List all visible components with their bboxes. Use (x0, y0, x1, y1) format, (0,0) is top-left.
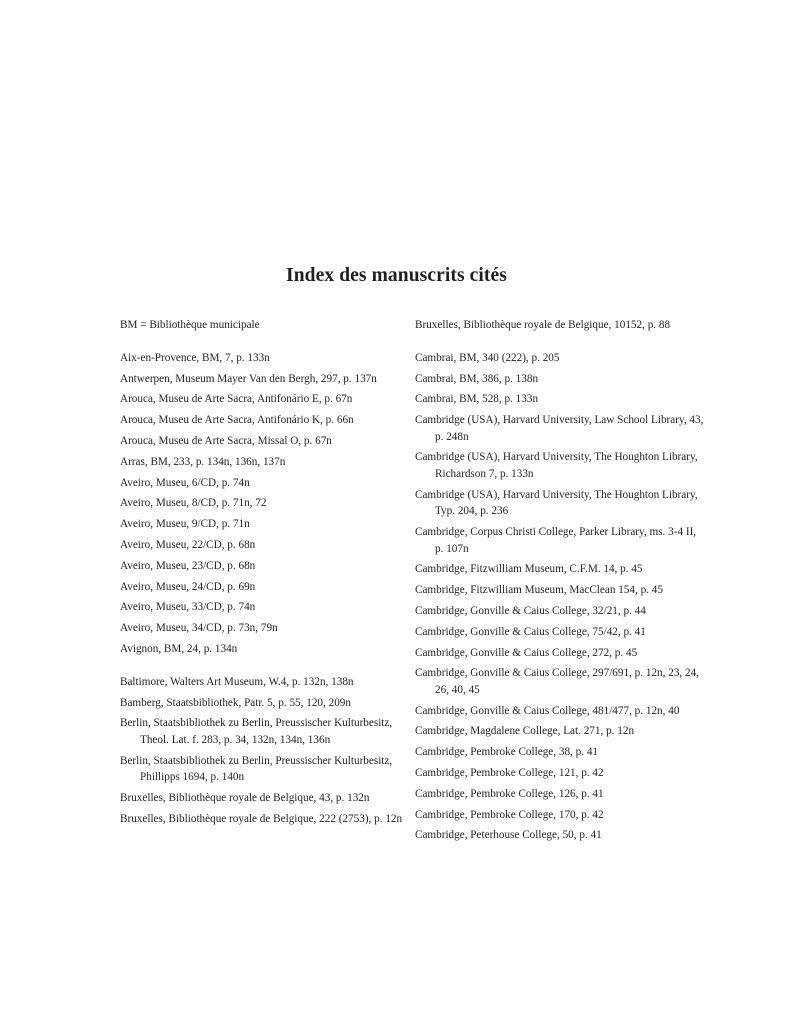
index-entry: Aveiro, Museu, 34/CD, p. 73n, 79n (120, 622, 278, 635)
index-entry: Baltimore, Walters Art Museum, W.4, p. 132n, 138n (120, 675, 354, 688)
index-entry: Cambridge, Pembroke College, 170, p. 42 (415, 808, 604, 821)
index-entry: Antwerpen, Museum Mayer Van den Bergh, 297, p. 137n (120, 372, 377, 385)
index-entry: Arras, BM, 233, p. 134n, 136n, 137n (120, 455, 286, 468)
index-entry: Aveiro, Museu, 22/CD, p. 68n (120, 538, 256, 551)
index-entry: Cambridge, Magdalene College, Lat. 271, p. 12n (415, 725, 635, 738)
index-entry: Aveiro, Museu, 9/CD, p. 71n (120, 518, 250, 531)
index-entry: Cambridge, Pembroke College, 38, p. 41 (415, 746, 599, 759)
index-group-c (415, 350, 705, 844)
index-entry: Bruxelles, Bibliothèque royale de Belgique, 10152, p. 88 (415, 319, 671, 331)
index-entry: Cambridge, Gonville & Caius College, 297/691, p. 12n, 23, 24, 26, 40, 45 (415, 667, 700, 696)
index-entry: Bruxelles, Bibliothèque royale de Belgique, 43, p. 132n (120, 791, 370, 804)
index-entry: Cambridge, Gonville & Caius College, 481/477, p. 12n, 40 (415, 704, 680, 717)
index-entry: Cambridge, Corpus Christi College, Parker Library, ms. 3-4 II, p. 107n (415, 526, 697, 555)
index-entry: Cambridge, Fitzwilliam Museum, MacClean 154, p. 45 (415, 584, 663, 597)
index-entry: Aveiro, Museu, 23/CD, p. 68n (120, 559, 256, 572)
index-entry: Berlin, Staatsbibliothek zu Berlin, Preussischer Kulturbesitz, Theol. Lat. f. 283, p. 34, 132n, 134n, 136n (120, 717, 393, 746)
index-entry: Cambridge (USA), Harvard University, The Houghton Library, Typ. 204, p. 236 (415, 488, 698, 518)
index-entry: Cambridge, Peterhouse College, 50, p. 41 (415, 829, 602, 842)
index-entry: Aix-en-Provence, BM, 7, p. 133n (120, 351, 270, 364)
index-entry: Avignon, BM, 24, p. 134n (120, 642, 238, 655)
right-column (415, 317, 705, 848)
index-entry: Cambridge, Gonville & Caius College, 272, p. 45 (415, 646, 638, 659)
abbreviation-note: BM = Bibliothèque municipale (120, 319, 260, 331)
index-entry: Cambridge, Fitzwilliam Museum, C.F.M. 14, p. 45 (415, 563, 643, 576)
index-entry: Bruxelles, Bibliothèque royale de Belgique, 222 (2753), p. 12n (120, 812, 403, 825)
left-column (120, 317, 405, 832)
index-entry: Cambridge, Gonville & Caius College, 75/42, p. 41 (415, 625, 646, 638)
index-group-a (120, 350, 405, 658)
index-entry: Cambridge, Pembroke College, 121, p. 42 (415, 767, 604, 780)
index-entry: Arouca, Museu de Arte Sacra, Antifonário E, p. 67n (120, 393, 353, 406)
index-entry: Arouca, Museu de Arte Sacra, Missal O, p. 67n (120, 434, 332, 447)
index-entry: Cambridge (USA), Harvard University, Law School Library, 43, p. 248n (415, 414, 704, 443)
index-entry: Aveiro, Museu, 33/CD, p. 74n (120, 601, 256, 614)
index-entry: Cambridge, Pembroke College, 126, p. 41 (415, 787, 604, 800)
index-group-b (120, 674, 405, 827)
index-entry: Aveiro, Museu, 24/CD, p. 69n (120, 580, 256, 593)
index-entry: Aveiro, Museu, 6/CD, p. 74n (120, 476, 250, 489)
index-entry: Cambrai, BM, 386, p. 138n (415, 372, 539, 385)
index-entry: Cambridge, Gonville & Caius College, 32/21, p. 44 (415, 604, 646, 617)
index-entry: Cambridge (USA), Harvard University, The Houghton Library, Richardson 7, p. 133n (415, 451, 698, 480)
index-entry: Cambrai, BM, 340 (222), p. 205 (415, 351, 560, 364)
index-entry: Arouca, Museu de Arte Sacra, Antifonário K, p. 66n (120, 414, 354, 427)
page-title: Index des manuscrits cités (286, 265, 507, 286)
index-entry: Aveiro, Museu, 8/CD, p. 71n, 72 (120, 497, 267, 510)
index-entry: Bamberg, Staatsbibliothek, Patr. 5, p. 55, 120, 209n (120, 696, 351, 709)
index-entry: Cambrai, BM, 528, p. 133n (415, 393, 539, 406)
index-entry: Berlin, Staatsbibliothek zu Berlin, Preussischer Kulturbesitz, Phillipps 1694, p. 140n (120, 754, 393, 784)
